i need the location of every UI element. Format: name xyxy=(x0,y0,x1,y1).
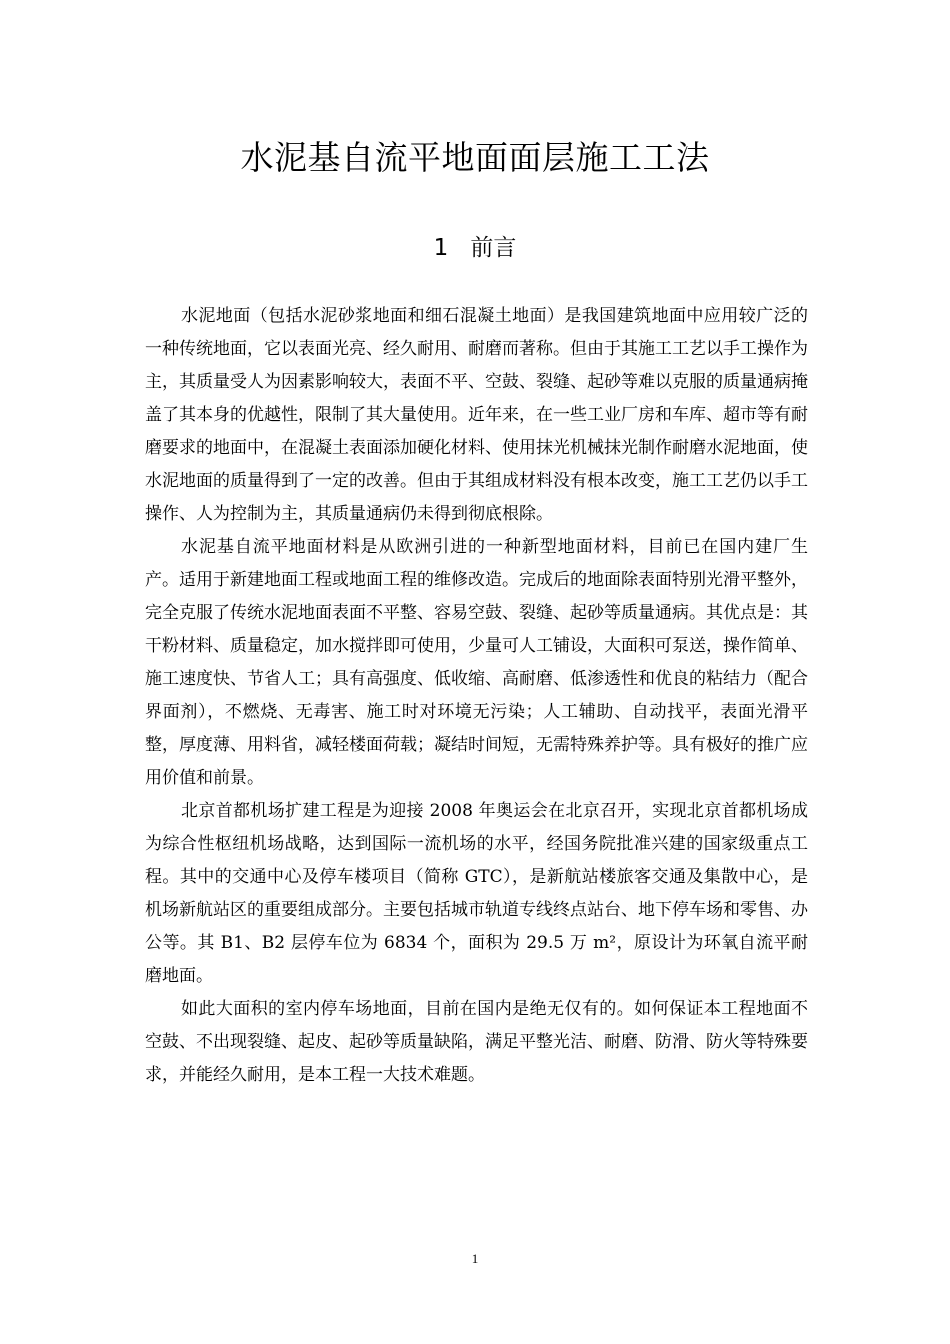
paragraph-1: 水泥地面（包括水泥砂浆地面和细石混凝土地面）是我国建筑地面中应用较广泛的一种传统地面，它以表面光亮、经久耐用、耐磨而著称。但由于其施工工艺以手工操作为主，其质量受人为因素影响较大，表面不平、空鼓、裂缝、起砂等难以克服的质量通病掩盖了其本身的优越性，限制了其大量使用。近年来，在一些工业厂房和车库、超市等有耐磨要求的地面中，在混凝土表面添加硬化材料、使用抹光机械抹光制作耐磨水泥地面，使水泥地面的质量得到了一定的改善。但由于其组成材料没有根本改变，施工工艺仍以手工操作、人为控制为主，其质量通病仍未得到彻底根除。 xyxy=(145,306,808,524)
section-title: 前言 xyxy=(470,235,517,261)
page-number: 1 xyxy=(471,1251,479,1266)
section-heading xyxy=(0,228,950,268)
body-text xyxy=(145,300,808,1092)
paragraph-4: 如此大面积的室内停车场地面，目前在国内是绝无仅有的。如何保证本工程地面不空鼓、不出现裂缝、起皮、起砂等质量缺陷，满足平整光洁、耐磨、防滑、防火等特殊要求，并能经久耐用，是本工程一大技术难题。 xyxy=(145,999,808,1085)
section-number: 1 xyxy=(433,235,449,261)
paragraph-2: 水泥基自流平地面材料是从欧洲引进的一种新型地面材料，目前已在国内建厂生产。适用于新建地面工程或地面工程的维修改造。完成后的地面除表面特别光滑平整外，完全克服了传统水泥地面表面不平整、容易空鼓、裂缝、起砂等质量通病。其优点是：其干粉材料、质量稳定，加水搅拌即可使用，少量可人工铺设，大面积可泵送，操作简单、施工速度快、节省人工；具有高强度、低收缩、高耐磨、低渗透性和优良的粘结力（配合界面剂），不燃烧、无毒害、施工时对环境无污染；人工辅助、自动找平，表面光滑平整，厚度薄、用料省，减轻楼面荷载；凝结时间短，无需特殊养护等。具有极好的推广应用价值和前景。 xyxy=(145,537,808,788)
document-title: 水泥基自流平地面面层施工工法 xyxy=(240,138,710,177)
paragraph-3: 北京首都机场扩建工程是为迎接 2008 年奥运会在北京召开，实现北京首都机场成为综合性枢纽机场战略，达到国际一流机场的水平，经国务院批准兴建的国家级重点工程。其中的交通中心及停车楼项目（简称 GTC），是新航站楼旅客交通及集散中心，是机场新航站区的重要组成部分。主要包括城市轨道专线终点站台、地下停车场和零售、办公等。其 B1、B2 层停车位为 6834 个，面积为 29.5 万 m²，原设计为环氧自流平耐磨地面。 xyxy=(145,801,808,986)
